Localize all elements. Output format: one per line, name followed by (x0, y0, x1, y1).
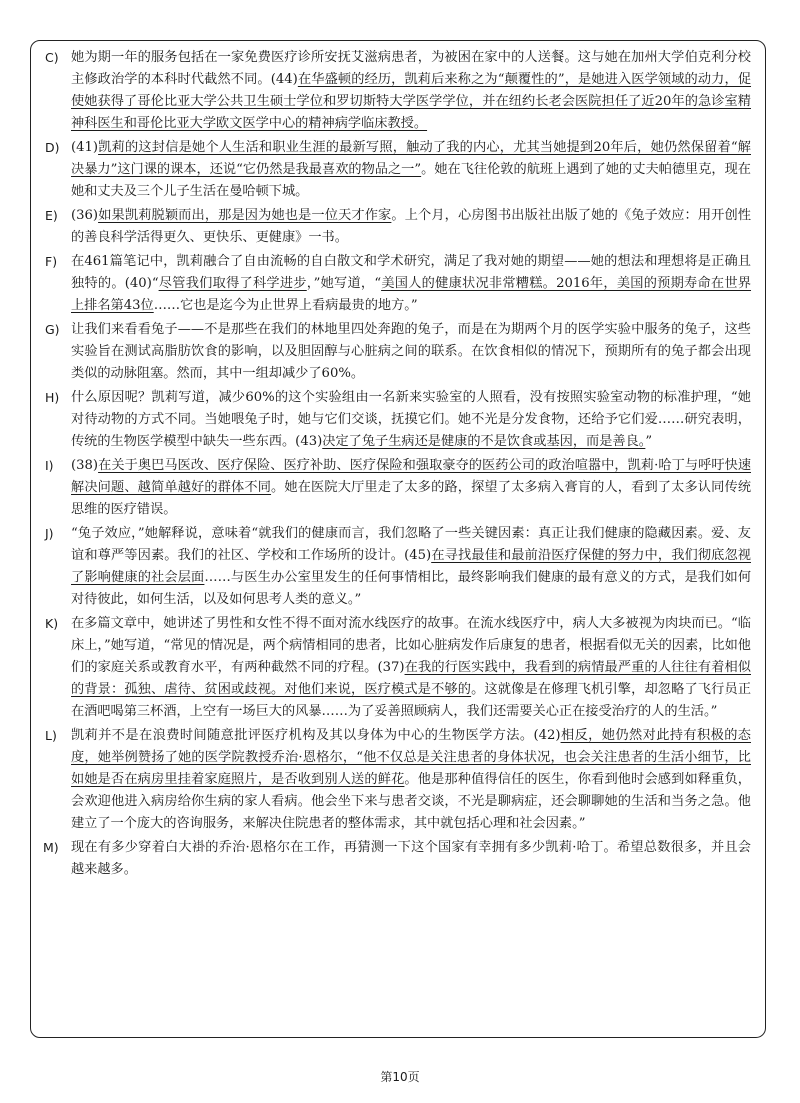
underlined-sentence: 相反，她仍然对此持有积极的态度，她举例赞扬了她的医学院教授乔治·恩格尔，“他不仅总是关注患者的身体状况，也会关注患者的生活小细节，比如她是否在病房里挂着家庭照片，是否收到别人送的鲜花 (71, 728, 751, 787)
text-segment: 。上个月，心房图书出版社出版了她的《兔子效应：用开创性的善良科学活得更久、更快乐、更健康》一书。 (71, 208, 752, 245)
text-segment: 凯莉并不是在浪费时间随意批评医疗机构及其以身体为中心的生物医学方法。(42) (71, 728, 561, 743)
underlined-sentence: 在我的行医实践中，我看到的病情最严重的人往往有着相似的背景：孤独、虐待、贫困或歧视。对他们来说，医疗模式是不够的 (71, 660, 751, 697)
text-segment: 。这就像是在修理飞机引擎，却忽略了飞行员正在酒吧喝第三杯酒，上空有一场巨大的风暴……为了妥善照顾病人，我们还需要关心正在接受治疗的人的生活。” (71, 682, 752, 719)
text-segment: 。他是那种值得信任的医生，你看到他时会感到如释重负，会欢迎他进入病房给你生病的家人看病。他会坐下来与患者交谈，不光是聊病症，还会聊聊她的生活和当务之急。他建立了一个庞大的咨询服务，来解决住院患者的整体需求，其中就包括心理和社会因素。” (71, 772, 751, 831)
text-segment: 她为期一年的服务包括在一家免费医疗诊所安抚艾滋病患者，为被困在家中的人送餐。这与她在加州大学伯克利分校主修政治学的本科时代截然不同。(44) (71, 50, 751, 87)
paragraph-label: F) (45, 254, 58, 269)
paragraph-d (45, 137, 751, 203)
paragraph-m (45, 837, 751, 881)
paragraph-label: D) (45, 140, 60, 155)
underlined-sentence: 决定了兔子生病还是健康的不是饮食或基因，而是善良。 (322, 434, 646, 449)
paragraph-label: I) (45, 458, 54, 473)
content-frame (30, 40, 766, 1038)
paragraph-c (45, 47, 751, 135)
text-segment: ” (645, 434, 653, 449)
paragraph-f (45, 251, 751, 317)
paragraph-label: L) (45, 728, 57, 743)
text-segment: (38) (71, 458, 99, 473)
underlined-sentence: 如果凯莉脱颖而出，那是因为她也是一位天才作家 (98, 208, 392, 223)
paragraph-label: M) (43, 840, 59, 855)
underlined-sentence: 美国人的健康状况非常糟糕。2016年，美国的预期寿命在世界上排名第43位 (71, 276, 752, 313)
text-segment: ，”她写道，“ (306, 276, 382, 291)
paragraph-label: K) (45, 616, 59, 631)
text-segment: 让我们来看看兔子——不是那些在我们的林地里四处奔跑的兔子，而是在为期两个月的医学实验中服务的兔子，这些实验旨在测试高脂肪饮食的影响，以及胆固醇与心脏病之间的联系。在饮食相似的情况下，预期所有的兔子都会出现类似的动脉阻塞。然而，其中一组却减少了60%。 (71, 322, 751, 381)
text-segment: 。她在医院大厅里走了太多的路，探望了太多病入膏肓的人，看到了太多认同传统思维的医疗错误。 (71, 480, 751, 517)
paragraph-label: H) (45, 390, 60, 405)
text-segment: (36) (71, 208, 99, 223)
underlined-sentence: 在关于奥巴马医改、医疗保险、医疗补助、医疗保险和强取豪夺的医药公司的政治喧嚣中，凯莉·哈丁与呼吁快速解决问题、越简单越好的群体不同 (71, 458, 751, 495)
text-segment: ……它也是迄今为止世界上看病最贵的地方。” (153, 298, 418, 313)
paragraph-h (45, 387, 751, 453)
text-segment: 什么原因呢？凯莉写道，减少60%的这个实验组由一名新来实验室的人照看，没有按照实验室动物的标准护理，“她对待动物的方式不同。当她喂兔子时，她与它们交谈，抚摸它们。她不光是分发食物，还给予它们爱……研究表明，传统的生物医学模型中缺失一些东西。(43) (71, 390, 751, 449)
page-number: 第10页 (380, 1070, 420, 1084)
text-segment: 在461篇笔记中，凯莉融合了自由流畅的自白散文和学术研究，满足了我对她的期望——她的想法和理想将是正确且独特的。(40)“ (71, 254, 751, 291)
underlined-sentence: 凯莉的这封信是她个人生活和职业生涯的最新写照，触动了我的内心，尤其当她提到20年后，她仍然保留着“解决暴力”这门课的课本，还说“它仍然是我最喜欢的物品之一” (71, 140, 751, 177)
paragraph-i (45, 455, 751, 521)
text-segment: ……与医生办公室里发生的任何事情相比，最终影响我们健康的最有意义的方式，是我们如何对待彼此，如何生活，以及如何思考人类的意义。” (71, 570, 752, 607)
paragraph-label: C) (45, 50, 59, 65)
paragraph-j (45, 523, 751, 611)
underlined-sentence: 在华盛顿的经历，凯莉后来称之为“颠覆性的”，是她进入医学领域的动力，促使她获得了哥伦比亚大学公共卫生硕士学位和罗切斯特大学医学学位，并在纽约长老会医院担任了近20年的急诊室精神科医生和哥伦比亚大学欧文医学中心的精神病学临床教授。 (71, 72, 752, 131)
paragraph-label: J) (45, 526, 54, 541)
text-segment: 现在有多少穿着白大褂的乔治·恩格尔在工作，再猜测一下这个国家有幸拥有多少凯莉·哈丁。希望总数很多，并且会越来越多。 (71, 840, 751, 877)
paragraph-k (45, 613, 751, 723)
text-segment: 在多篇文章中，她讲述了男性和女性不得不面对流水线医疗的故事。在流水线医疗中，病人大多被视为肉块而已。“临床上，”她写道，“常见的情况是，两个病情相同的患者，比如心脏病发作后康复的患者，根据看似无关的因素，比如他们的家庭关系或教育水平，有两种截然不同的疗程。(37) (71, 616, 751, 675)
paragraph-label: E) (45, 208, 58, 223)
text-segment: 。她在飞往伦敦的航班上遇到了她的丈夫帕德里克，现在她和丈夫及三个儿子生活在曼哈顿下城。 (71, 162, 751, 199)
underlined-sentence: 尽管我们取得了科学进步 (158, 276, 307, 291)
paragraph-e (45, 205, 751, 249)
text-segment: “兔子效应，”她解释说，意味着“就我们的健康而言，我们忽略了一些关键因素：真正让我们健康的隐藏因素。爱、友谊和尊严等因素。我们的社区、学校和工作场所的设计。(45) (71, 526, 751, 563)
paragraph-label: G) (45, 322, 60, 337)
paragraph-l (45, 725, 751, 835)
paragraph-list (45, 47, 751, 881)
text-segment: (41) (71, 140, 99, 155)
paragraph-g (45, 319, 751, 385)
underlined-sentence: 在寻找最佳和最前沿医疗保健的努力中，我们彻底忽视了影响健康的社会层面 (71, 548, 751, 585)
